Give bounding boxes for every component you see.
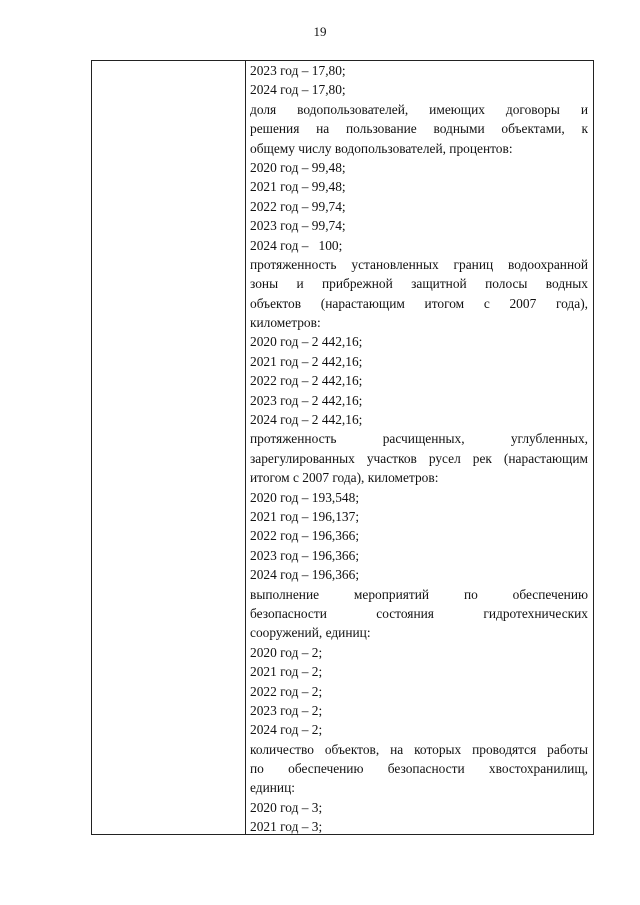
text-line: 2021 год – 3; xyxy=(250,819,323,835)
text-line: 2020 год – 193,548; xyxy=(250,489,360,505)
text-line: 2024 год – 2 442,16; xyxy=(250,412,363,428)
text-line: протяженность расчищенных, углубленных, xyxy=(250,431,588,447)
text-line: объектов (нарастающим итогом с 2007 года), xyxy=(250,295,588,311)
text-line: 2022 год – 99,74; xyxy=(250,198,346,214)
text-line: 2023 год – 99,74; xyxy=(250,218,346,234)
text-line: 2024 год – 17,80; xyxy=(250,82,346,98)
text-line: 2023 год – 2; xyxy=(250,702,323,718)
text-line: 2022 год – 196,366; xyxy=(250,528,360,544)
text-line: 2023 год – 17,80; xyxy=(250,63,346,78)
text-line: зарегулированных участков русел рек (нарастающим xyxy=(250,450,588,466)
table-left-cell xyxy=(92,61,246,834)
text-line: сооружений, единиц: xyxy=(250,625,371,641)
text-line: 2021 год – 2; xyxy=(250,664,323,680)
text-line: зоны и прибрежной защитной полосы водных xyxy=(250,276,588,292)
text-line: доля водопользователей, имеющих договоры и xyxy=(250,101,588,117)
text-line: количество объектов, на которых проводятся работы xyxy=(250,741,588,757)
text-line: безопасности состояния гидротехнических xyxy=(250,605,588,621)
text-line: 2024 год – 196,366; xyxy=(250,567,360,583)
text-line: протяженность установленных границ водоохранной xyxy=(250,256,588,272)
text-line: 2020 год – 2; xyxy=(250,644,323,660)
text-line: 2020 год – 2 442,16; xyxy=(250,334,363,350)
text-line: итогом с 2007 года), километров: xyxy=(250,470,439,486)
text-line: 2022 год – 2 442,16; xyxy=(250,373,363,389)
text-line: километров: xyxy=(250,315,321,331)
text-line: 2021 год – 2 442,16; xyxy=(250,353,363,369)
text-line: 2023 год – 196,366; xyxy=(250,547,360,563)
text-line: 2021 год – 99,48; xyxy=(250,179,346,195)
page-number: 19 xyxy=(313,24,327,39)
text-line: 2022 год – 2; xyxy=(250,683,323,699)
text-line: 2024 год – 2; xyxy=(250,722,323,738)
document-table xyxy=(91,60,594,835)
text-line: 2020 год – 3; xyxy=(250,799,323,815)
text-line: по обеспечению безопасности хвостохранилищ, xyxy=(250,761,588,777)
text-line: 2023 год – 2 442,16; xyxy=(250,392,363,408)
text-line: решения на пользование водными объектами, к xyxy=(250,121,588,137)
text-line: 2021 год – 196,137; xyxy=(250,508,360,524)
text-line: 2024 год – 100; xyxy=(250,237,343,253)
table-right-cell xyxy=(246,61,593,834)
text-line: общему числу водопользователей, процентов: xyxy=(250,140,513,156)
text-line: единиц: xyxy=(250,780,295,796)
text-line: 2020 год – 99,48; xyxy=(250,159,346,175)
text-line: выполнение мероприятий по обеспечению xyxy=(250,586,588,602)
